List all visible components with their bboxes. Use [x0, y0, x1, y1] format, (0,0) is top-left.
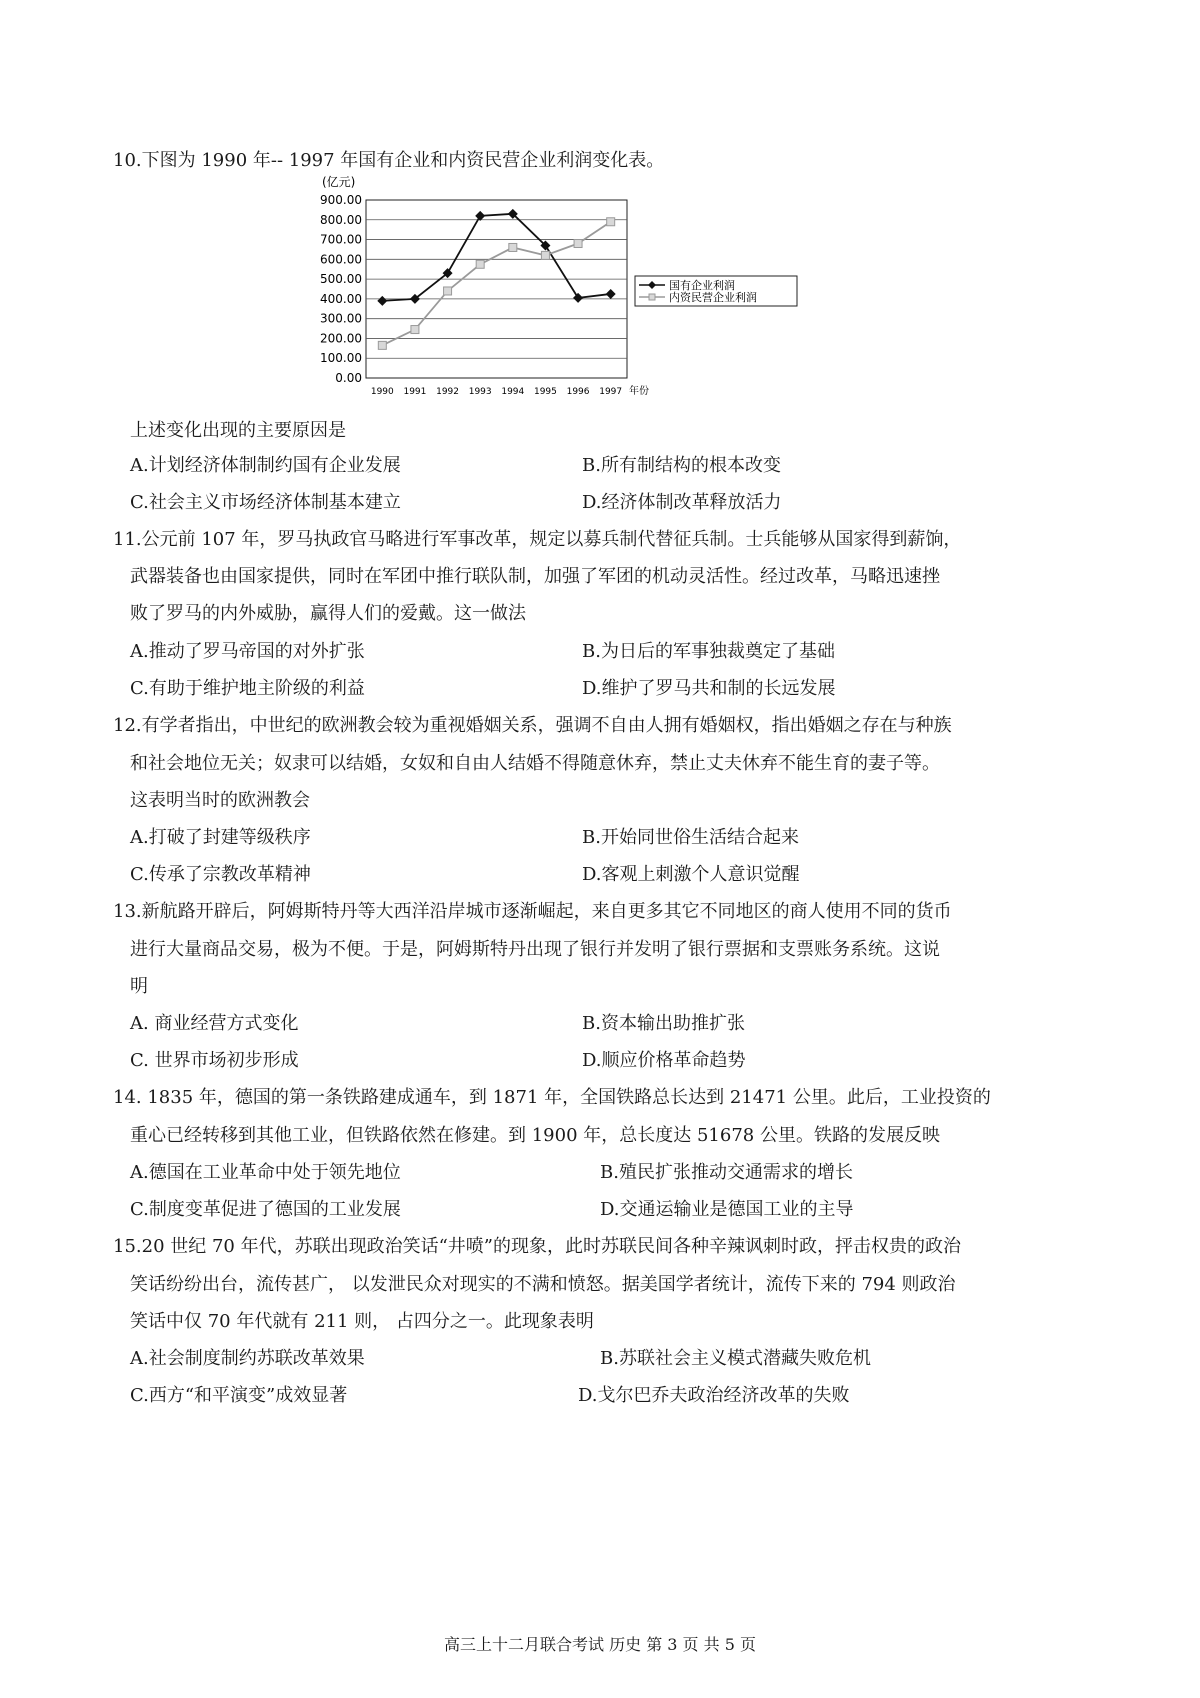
q13-stem-line-1: 13.新航路开辟后，阿姆斯特丹等大西洋沿岸城市逐渐崛起，来自更多其它不同地区的商人使用不同的货币	[113, 901, 952, 922]
q12-stem-line-3: 这表明当时的欧洲教会	[130, 790, 310, 811]
q15-option-d: D.戈尔巴乔夫政治经济改革的失败	[578, 1385, 850, 1406]
q13-stem-line-2: 进行大量商品交易，极为不便。于是，阿姆斯特丹出现了银行并发明了银行票据和支票账务系统。这说	[130, 939, 940, 960]
q14-stem-line-2: 重心已经转移到其他工业，但铁路依然在修建。到 1900 年，总长度达 51678 公里。铁路的发展反映	[130, 1125, 940, 1146]
q12-stem-line-2: 和社会地位无关；奴隶可以结婚，女奴和自由人结婚不得随意休弃，禁止丈夫休弃不能生育的妻子等。	[130, 753, 940, 774]
q11-option-d: D.维护了罗马共和制的长远发展	[582, 678, 836, 699]
q14-option-b: B.殖民扩张推动交通需求的增长	[600, 1162, 853, 1183]
q11-stem-line-3: 败了罗马的内外威胁，赢得人们的爱戴。这一做法	[130, 603, 526, 624]
chart-point	[378, 341, 386, 349]
chart-point	[607, 218, 615, 226]
chart-point	[606, 289, 616, 299]
chart-legend	[635, 276, 797, 306]
chart-point	[573, 293, 583, 303]
chart-series-line-0	[382, 214, 610, 301]
chart-ytick-labels	[320, 193, 362, 385]
q15-stem-line-2: 笑话纷纷出台，流传甚广， 以发泄民众对现实的不满和愤怒。据美国学者统计，流传下来的 794 则政治	[130, 1274, 956, 1295]
q11-stem-line-2: 武器装备也由国家提供，同时在军团中推行联队制，加强了军团的机动灵活性。经过改革，马略迅速挫	[130, 566, 940, 587]
chart-legend-label: 国有企业利润	[669, 279, 735, 292]
q15-option-a: A.社会制度制约苏联改革效果	[130, 1348, 365, 1369]
chart-xtick-label: 1997	[599, 387, 623, 397]
chart-ytick-label: 900.00	[320, 193, 362, 207]
q15-stem-line-1: 15.20 世纪 70 年代，苏联出现政治笑话“井喷”的现象，此时苏联民间各种辛辣讽刺时政，抨击权贵的政治	[113, 1236, 961, 1257]
q12-option-a: A.打破了封建等级秩序	[130, 827, 311, 848]
chart-plot-frame	[366, 200, 627, 378]
q13-option-d: D.顺应价格革命趋势	[582, 1050, 746, 1071]
q12-stem-line-1: 12.有学者指出，中世纪的欧洲教会较为重视婚姻关系，强调不自由人拥有婚姻权，指出婚姻之存在与种族	[113, 715, 952, 736]
q13-stem-line-3: 明	[130, 976, 148, 997]
chart-ytick-label: 0.00	[335, 371, 362, 385]
chart-point	[541, 251, 549, 259]
chart-point	[574, 240, 582, 248]
chart-ytick-label: 400.00	[320, 291, 362, 306]
q11-option-b: B.为日后的军事独裁奠定了基础	[582, 641, 835, 662]
q15-option-b: B.苏联社会主义模式潜藏失败危机	[600, 1348, 871, 1369]
q14-option-a: A.德国在工业革命中处于领先地位	[130, 1162, 401, 1183]
chart-ytick-label: 100.00	[320, 351, 362, 366]
page-footer: 高三上十二月联合考试 历史 第 3 页 共 5 页	[444, 1635, 756, 1654]
q12-option-d: D.客观上刺激个人意识觉醒	[582, 864, 800, 885]
chart-point	[475, 211, 485, 221]
q11-stem-line-1: 11.公元前 107 年，罗马执政官马略进行军事改革，规定以募兵制代替征兵制。士兵能够从国家得到薪饷，	[113, 529, 962, 550]
q10-option-c: C.社会主义市场经济体制基本建立	[130, 492, 401, 513]
q12-option-b: B.开始同世俗生活结合起来	[582, 827, 799, 848]
chart-xtick-label: 1996	[566, 387, 590, 397]
chart-grid	[366, 200, 627, 378]
chart-point	[377, 296, 387, 306]
q14-option-c: C.制度变革促进了德国的工业发展	[130, 1199, 401, 1220]
chart-point	[509, 243, 517, 251]
chart-legend-label: 内资民营企业利润	[669, 291, 757, 304]
chart-xtick-label: 1994	[501, 387, 525, 397]
q11-option-a: A.推动了罗马帝国的对外扩张	[130, 641, 365, 662]
q15-option-c: C.西方“和平演变”成效显著	[130, 1385, 348, 1406]
q10-question: 上述变化出现的主要原因是	[130, 420, 346, 441]
chart-ytick-label: 500.00	[320, 272, 362, 287]
chart-xlabel: 年份	[629, 386, 649, 397]
q13-option-b: B.资本输出助推扩张	[582, 1013, 745, 1034]
q10-option-a: A.计划经济体制制约国有企业发展	[130, 455, 401, 476]
chart-xtick-label: 1993	[468, 387, 492, 397]
chart-ytick-label: 700.00	[320, 232, 362, 247]
q10-option-d: D.经济体制改革释放活力	[582, 492, 782, 513]
chart-xtick-label: 1992	[436, 387, 460, 397]
q13-option-c: C. 世界市场初步形成	[130, 1050, 299, 1071]
chart-xtick-label: 1991	[403, 387, 427, 397]
chart-point	[476, 260, 484, 268]
q13-option-a: A. 商业经营方式变化	[130, 1013, 299, 1034]
chart-point	[411, 326, 419, 334]
chart-ylabel: (亿元)	[322, 175, 356, 189]
chart-xtick-labels	[371, 387, 622, 397]
chart-ytick-label: 200.00	[320, 331, 362, 346]
profit-line-chart	[320, 175, 800, 405]
q14-stem-line-1: 14. 1835 年，德国的第一条铁路建成通车，到 1871 年，全国铁路总长达到 21471 公里。此后，工业投资的	[113, 1087, 991, 1108]
chart-xtick-label: 1995	[533, 387, 557, 397]
chart-ytick-label: 600.00	[320, 252, 362, 267]
chart-legend-marker	[649, 294, 655, 300]
chart-ytick-label: 800.00	[320, 212, 362, 227]
chart-point	[444, 287, 452, 295]
q15-stem-line-3: 笑话中仅 70 年代就有 211 则， 占四分之一。此现象表明	[130, 1311, 594, 1332]
q12-option-c: C.传承了宗教改革精神	[130, 864, 311, 885]
q11-option-c: C.有助于维护地主阶级的利益	[130, 678, 365, 699]
chart-xtick-label: 1990	[370, 387, 394, 397]
q14-option-d: D.交通运输业是德国工业的主导	[600, 1199, 854, 1220]
q10-stem: 10.下图为 1990 年-- 1997 年国有企业和内资民营企业利润变化表。	[113, 150, 665, 171]
chart-ytick-label: 300.00	[320, 311, 362, 326]
q10-option-b: B.所有制结构的根本改变	[582, 455, 781, 476]
